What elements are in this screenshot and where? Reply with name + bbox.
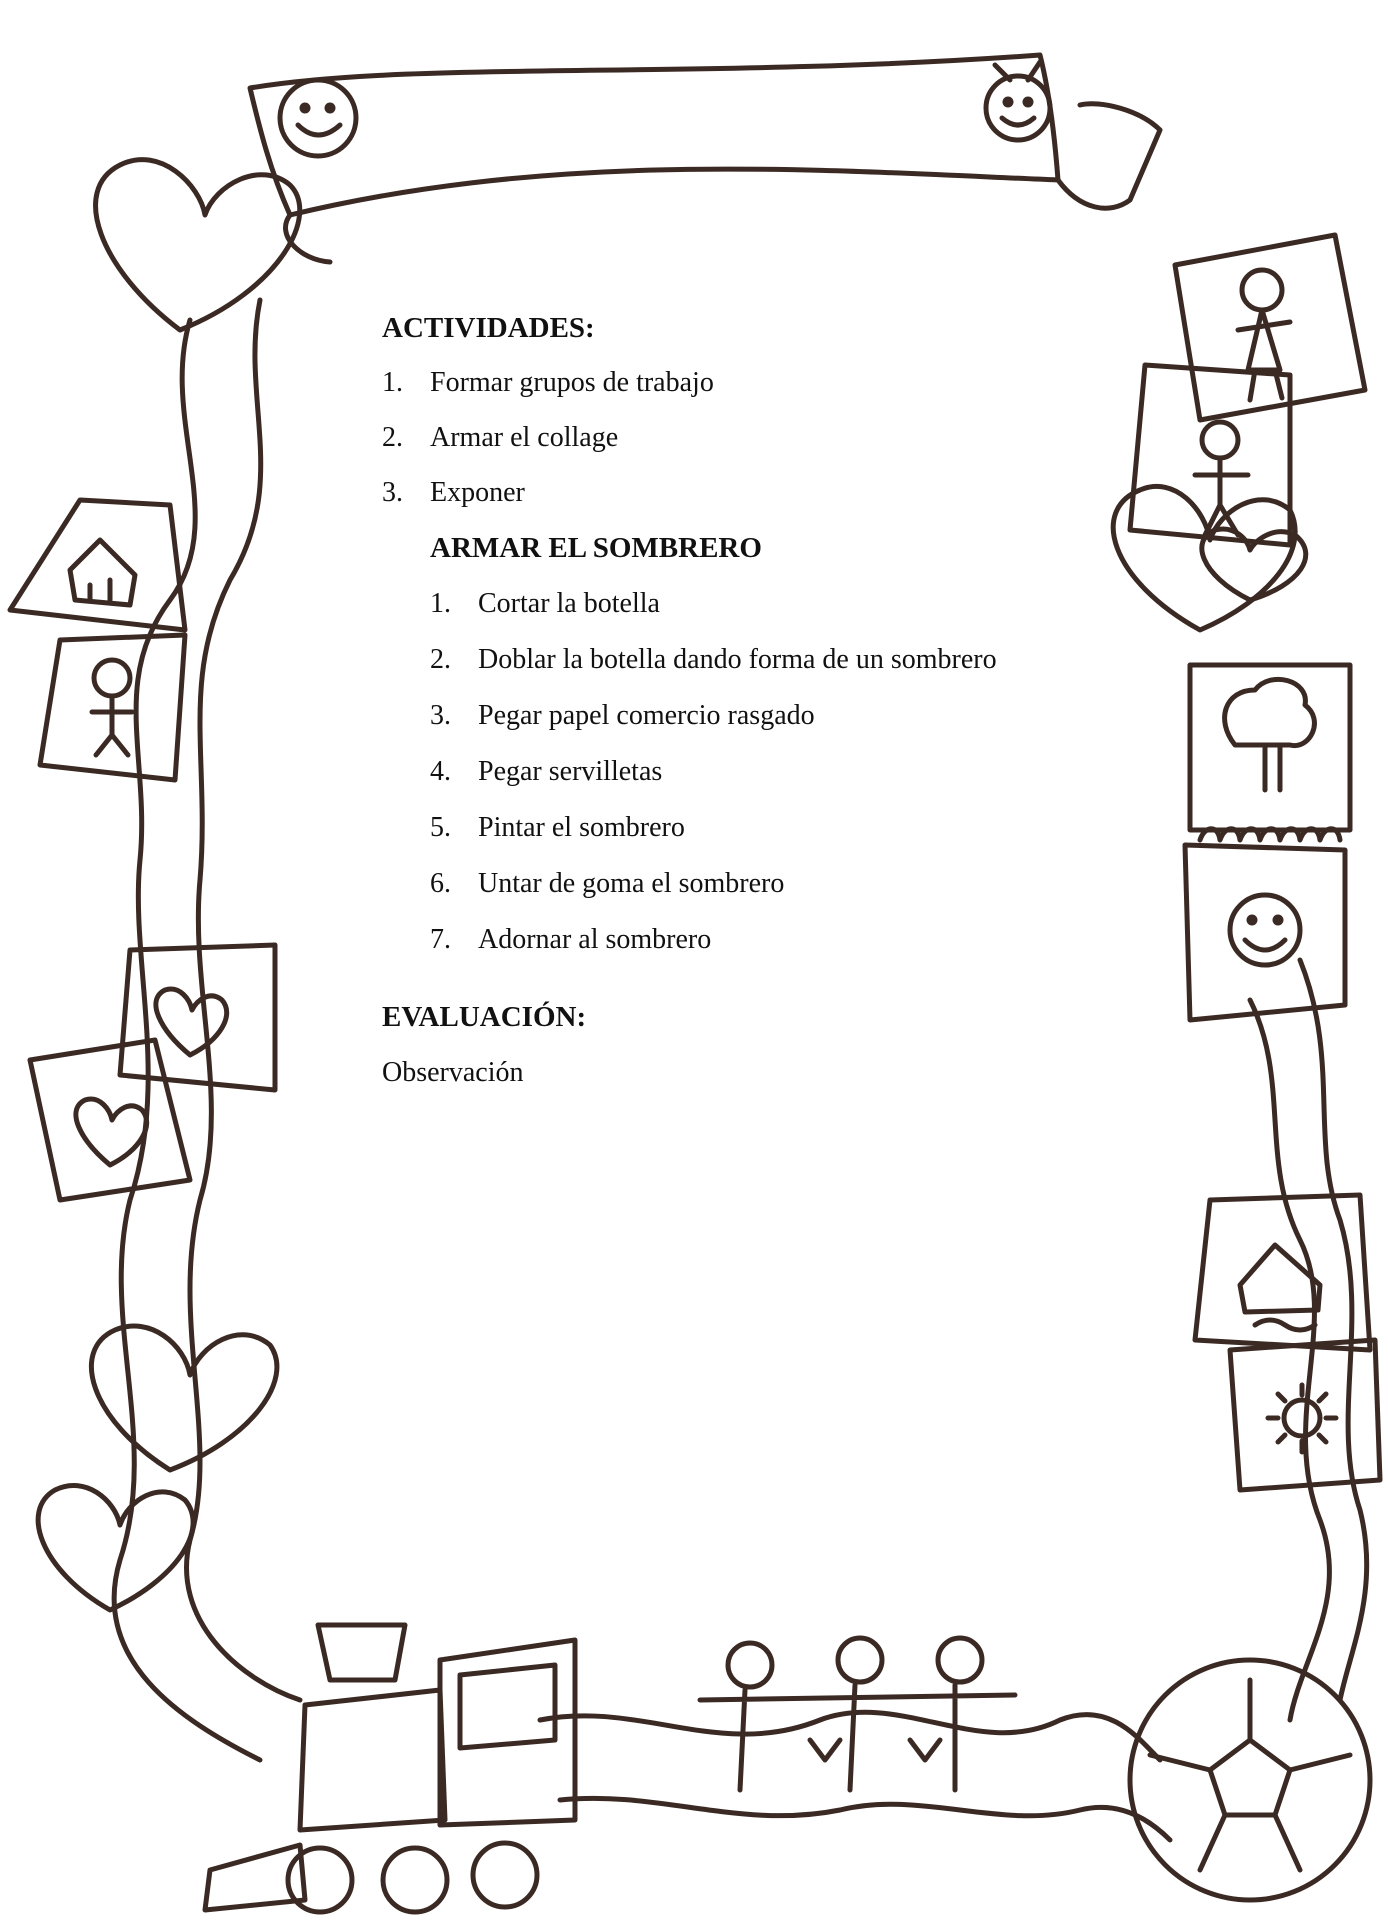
girl-card-icon (1175, 235, 1365, 420)
soccer-ball-icon (1130, 1660, 1370, 1900)
hat-section (430, 530, 1142, 958)
left-ribbon (114, 300, 300, 1760)
top-banner (250, 55, 1160, 262)
house-card-icon (1195, 1195, 1370, 1350)
girl-face-icon (986, 62, 1050, 140)
tree-icon (1190, 665, 1350, 830)
list-item: 4. Pegar servilletas (430, 756, 663, 787)
list-item: 1. Cortar la botella (430, 588, 660, 619)
activities-heading: ACTIVIDADES: (382, 312, 595, 344)
boy-card-icon (1130, 365, 1306, 600)
hat-heading: ARMAR EL SOMBRERO (430, 532, 762, 564)
list-item: 2. Armar el collage (382, 422, 619, 453)
document-content (382, 310, 1142, 1091)
hat-steps-list (430, 586, 1142, 958)
house-icon (10, 500, 185, 630)
smiley-face-icon (280, 80, 356, 156)
list-item: 7. Adornar al sombrero (430, 924, 712, 955)
list-item: 2. Doblar la botella dando forma de un sombrero (430, 644, 997, 675)
list-item: 6. Untar de goma el sombrero (430, 868, 785, 899)
evaluation-text: Observación (382, 1057, 524, 1088)
list-item: 1. Formar grupos de trabajo (382, 367, 714, 398)
smiling-face-card-icon (1185, 845, 1345, 1020)
heart-card-icon (30, 945, 275, 1200)
list-item: 3. Exponer (382, 477, 525, 508)
evaluation-heading: EVALUACIÓN: (382, 1001, 587, 1033)
train-icon (205, 1625, 575, 1912)
activities-list (382, 365, 1142, 511)
stick-figure-icon (40, 635, 185, 780)
list-item: 3. Pegar papel comercio rasgado (430, 700, 815, 731)
list-item: 5. Pintar el sombrero (430, 812, 685, 843)
